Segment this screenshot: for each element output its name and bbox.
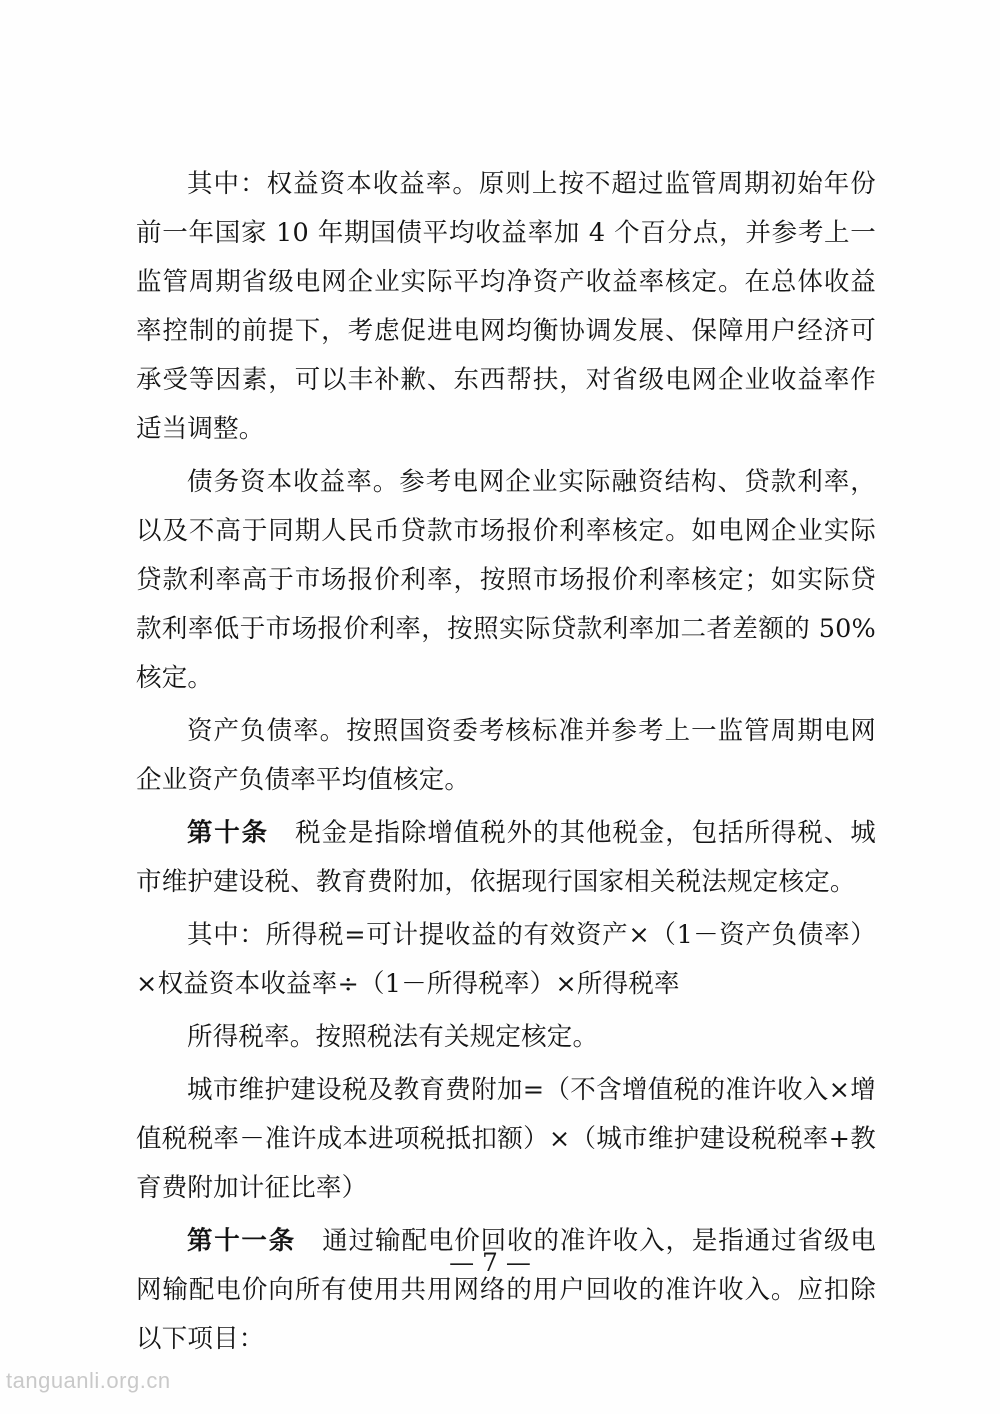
page-number: — 7 —: [449, 1248, 531, 1277]
article-10-heading: 第十条: [187, 818, 269, 848]
document-body: [136, 160, 876, 1368]
watermark: tanguanli.org.cn: [6, 1368, 171, 1393]
paragraph-income-tax-formula: 其中：所得税=可计提收益的有效资产×（1－资产负债率）×权益资本收益率÷（1－所得税率）×所得税率: [136, 920, 876, 999]
paragraph-equity-return: 其中：权益资本收益率。原则上按不超过监管周期初始年份前一年国家 10 年期国债平均收益率加 4 个百分点，并参考上一监管周期省级电网企业实际平均净资产收益率核定。在总体收益率控制的前提下，考虑促进电网均衡协调发展、保障用户经济可承受等因素，可以丰补歉、东西帮扶，对省级电网企业收益率作适当调整。: [136, 169, 876, 444]
article-11-heading: 第十一条: [187, 1226, 296, 1256]
paragraph-debt-ratio: 资产负债率。按照国资委考核标准并参考上一监管周期电网企业资产负债率平均值核定。: [136, 716, 876, 795]
paragraph-article-11: [136, 1217, 876, 1364]
article-10-text: 税金是指除增值税外的其他税金，包括所得税、城市维护建设税、教育费附加，依据现行国家相关税法规定核定。: [136, 818, 876, 897]
article-11-text: 通过输配电价回收的准许收入，是指通过省级电网输配电价向所有使用共用网络的用户回收的准许收入。应扣除以下项目：: [136, 1226, 876, 1354]
paragraph-debt-return: 债务资本收益率。参考电网企业实际融资结构、贷款利率，以及不高于同期人民币贷款市场报价利率核定。如电网企业实际贷款利率高于市场报价利率，按照市场报价利率核定；如实际贷款利率低于市场报价利率，按照实际贷款利率加二者差额的 50%核定。: [136, 467, 876, 693]
paragraph-city-tax-formula: 城市维护建设税及教育费附加=（不含增值税的准许收入×增值税税率－准许成本进项税抵扣额）×（城市维护建设税税率+教育费附加计征比率）: [136, 1075, 876, 1203]
paragraph-article-10: [136, 809, 876, 907]
paragraph-income-tax-rate: 所得税率。按照税法有关规定核定。: [187, 1022, 599, 1052]
